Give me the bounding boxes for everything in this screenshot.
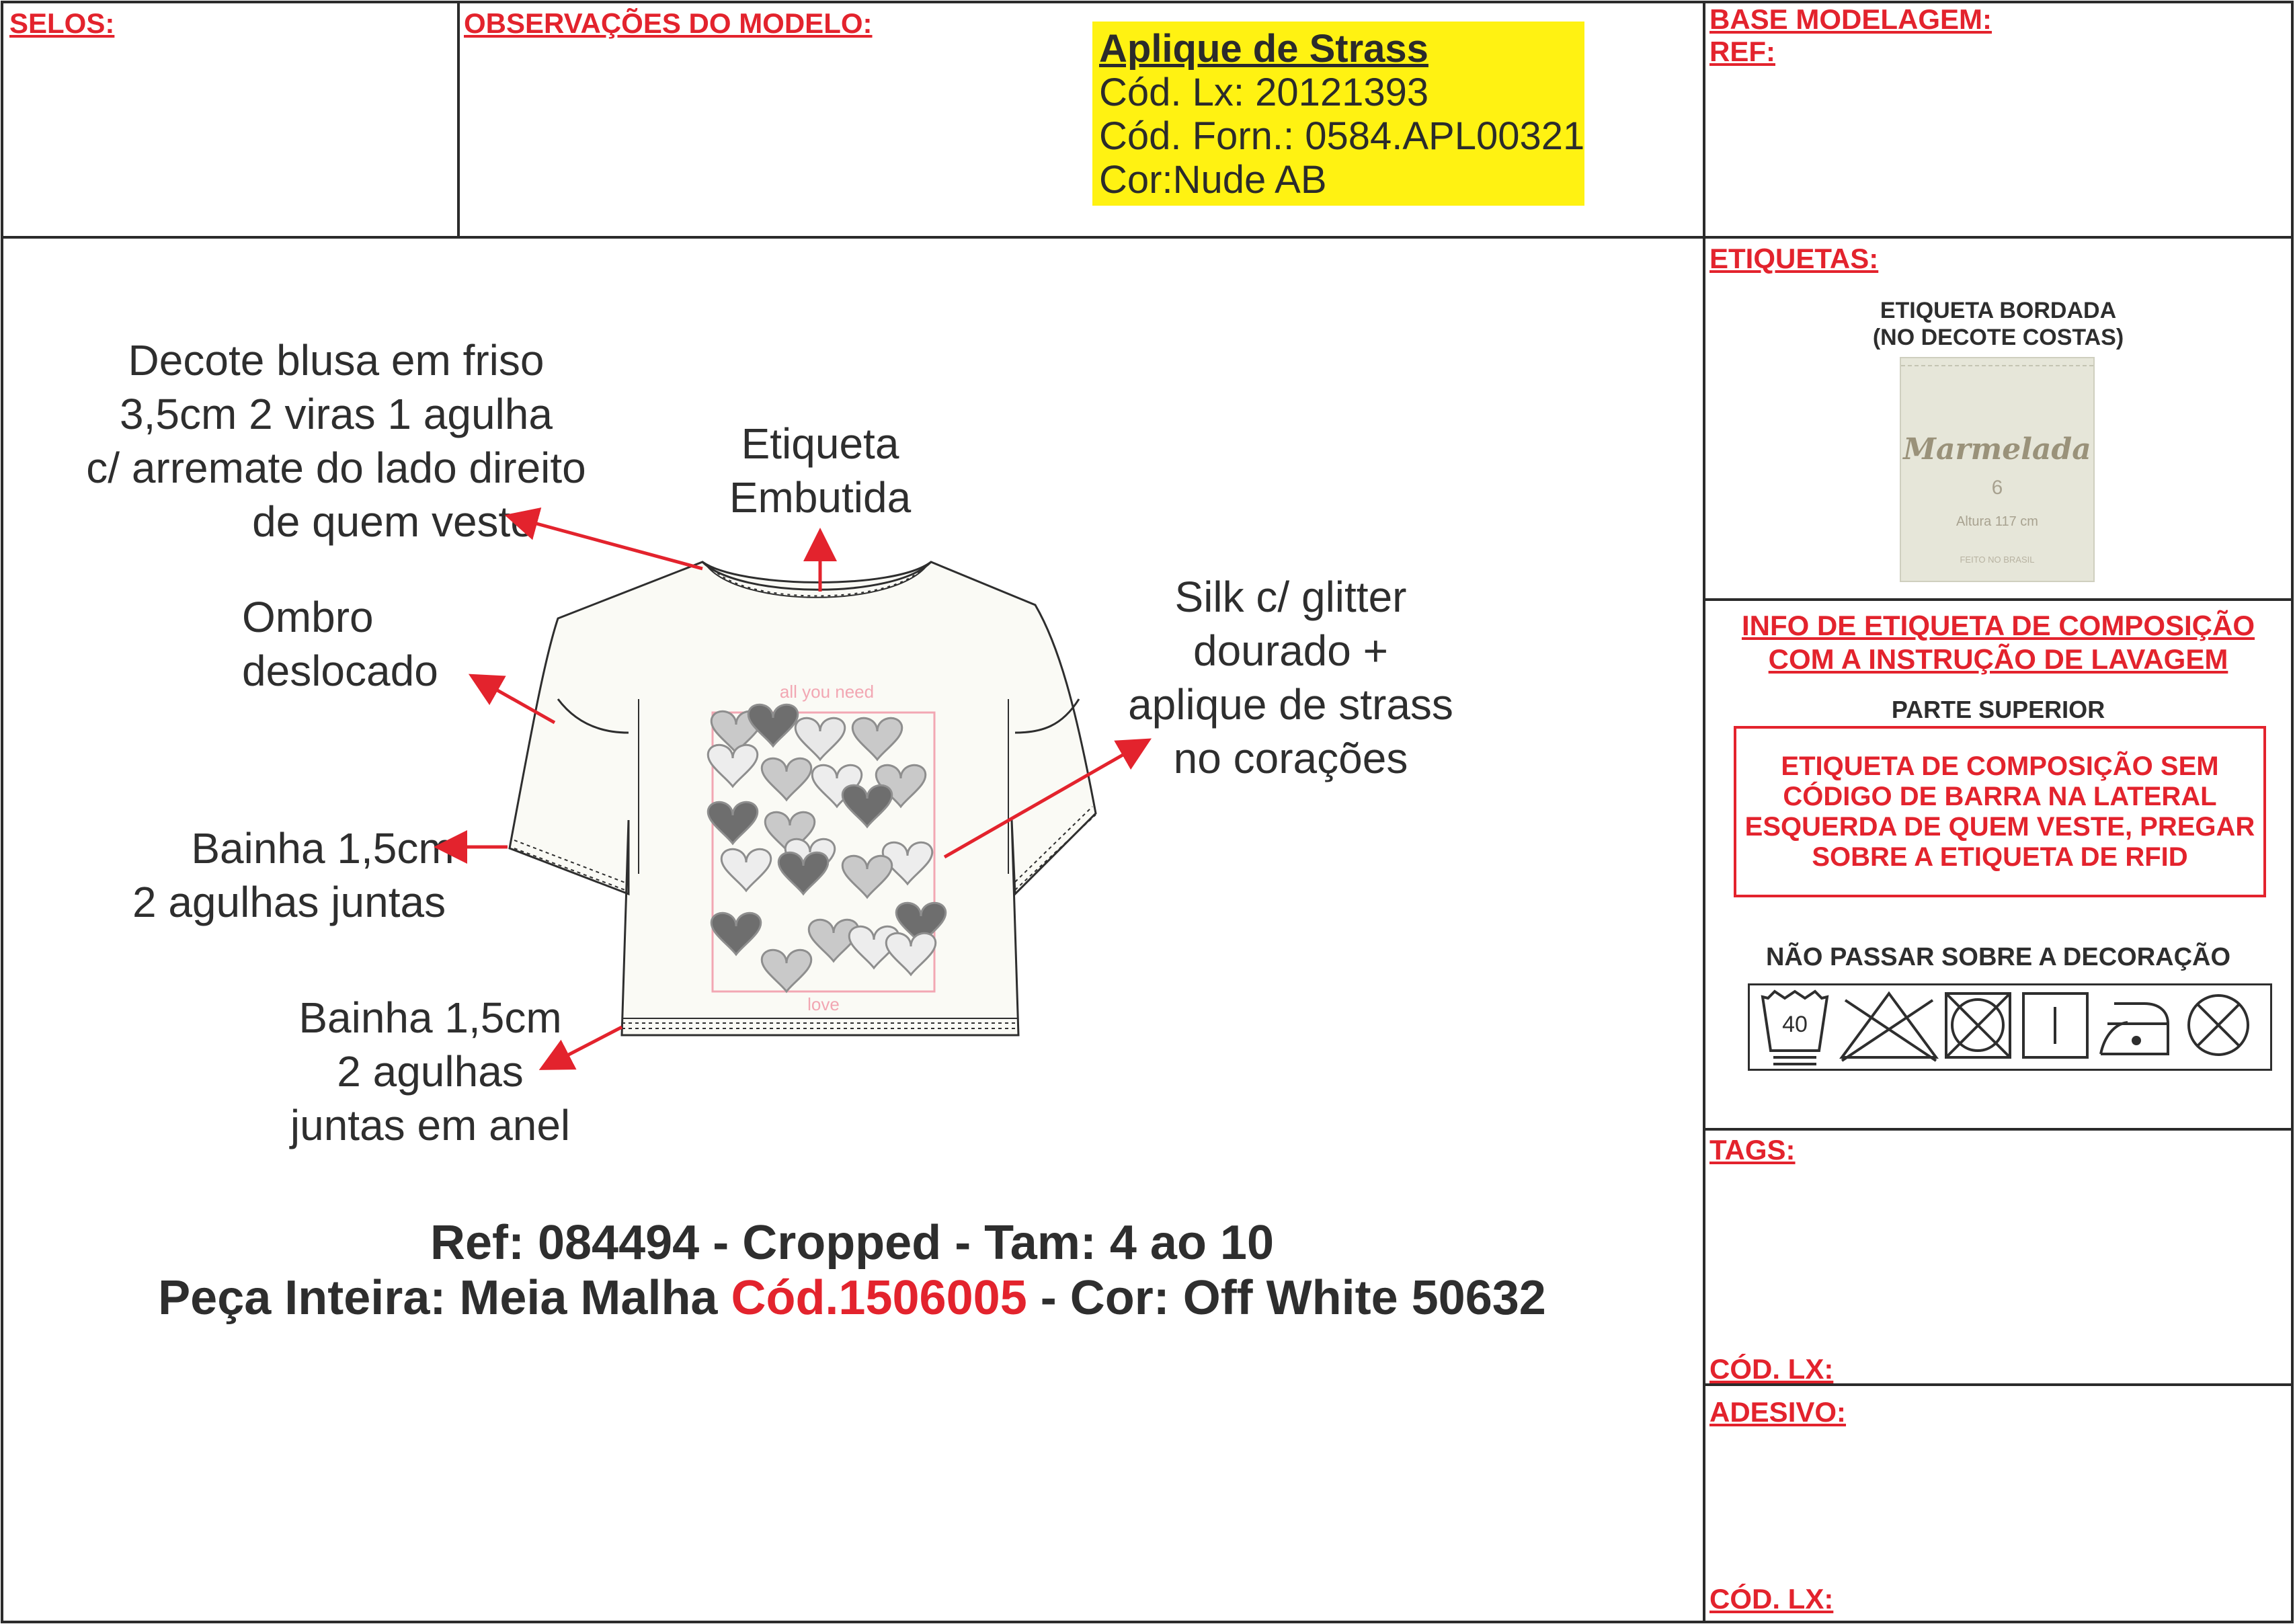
- composition-title: [1704, 609, 2292, 676]
- reference-color: - Cor: Off White 50632: [1026, 1271, 1546, 1325]
- line-dry-icon: [2023, 993, 2087, 1057]
- no-dry-clean-icon: [2189, 996, 2248, 1055]
- callout-bainha-barra-line: juntas em anel: [290, 1101, 571, 1149]
- reference-line-2: [0, 1270, 1704, 1326]
- applique-title: Aplique de Strass: [1099, 27, 1428, 71]
- print-top-text: all you need: [779, 682, 875, 702]
- etiqueta-bordada-line: (NO DECOTE COSTAS): [1872, 325, 2124, 350]
- callout-bainha-barra-line: 2 agulhas: [337, 1047, 524, 1096]
- parte-superior-label: PARTE SUPERIOR: [1891, 696, 2105, 723]
- callout-silk-line: no corações: [1173, 734, 1408, 782]
- composition-box-line: SOBRE A ETIQUETA DE RFID: [1812, 842, 2188, 872]
- no-tumble-dry-icon: [1946, 993, 2010, 1057]
- applique-cor: Cor:Nude AB: [1099, 158, 1327, 202]
- callout-bainha-manga-line: 2 agulhas juntas: [132, 878, 446, 926]
- brand-made: FEITO NO BRASIL: [1960, 555, 2035, 565]
- etiquetas-label: ETIQUETAS:: [1709, 243, 1879, 274]
- tags-label: TAGS:: [1709, 1134, 1796, 1166]
- no-bleach-icon: [1842, 993, 1936, 1061]
- brand-name: Marmelada: [1903, 432, 2091, 466]
- brand-label-image: [1900, 357, 2095, 582]
- callout-etiqueta-line: Embutida: [729, 473, 912, 522]
- cod-lx-label-1: CÓD. LX:: [1709, 1353, 1834, 1385]
- selos-label: SELOS:: [9, 7, 115, 39]
- base-modelagem-label: BASE MODELAGEM:: [1709, 3, 1992, 35]
- composition-box-line: CÓDIGO DE BARRA NA LATERAL: [1783, 782, 2217, 811]
- etiqueta-bordada-line: ETIQUETA BORDADA: [1880, 298, 2117, 323]
- ref-label: REF:: [1709, 36, 1775, 67]
- callout-bainha-manga-line: Bainha 1,5cm: [191, 824, 454, 872]
- composition-box-line: ETIQUETA DE COMPOSIÇÃO SEM: [1781, 752, 2219, 781]
- care-symbols: [1748, 983, 2272, 1071]
- reference-fabric-code: Cód.1506005: [731, 1271, 1027, 1325]
- callout-decote-line: Decote blusa em friso: [128, 336, 545, 384]
- composition-box-line: ESQUERDA DE QUEM VESTE, PREGAR: [1744, 812, 2255, 842]
- iron-low-icon: [2101, 1004, 2168, 1054]
- brand-height: Altura 117 cm: [1956, 514, 2038, 529]
- callout-bainha-barra-line: Bainha 1,5cm: [298, 993, 562, 1042]
- callout-silk-line: Silk c/ glitter: [1174, 573, 1407, 621]
- composition-title-line: INFO DE ETIQUETA DE COMPOSIÇÃO: [1741, 610, 2255, 641]
- callout-silk-line: dourado +: [1193, 626, 1389, 675]
- wash-temp: 40: [1782, 1012, 1808, 1037]
- callout-silk-line: aplique de strass: [1128, 680, 1453, 729]
- callout-ombro-line: Ombro: [242, 593, 374, 641]
- cod-lx-label-2: CÓD. LX:: [1709, 1583, 1834, 1615]
- composition-title-line: COM A INSTRUÇÃO DE LAVAGEM: [1768, 643, 2228, 675]
- callout-etiqueta-line: Etiqueta: [741, 419, 899, 468]
- wash-40-icon: [1763, 991, 1827, 1064]
- callout-decote-line: c/ arremate do lado direito: [86, 444, 586, 492]
- applique-cod-lx: Cód. Lx: 20121393: [1099, 71, 1429, 114]
- print-bottom-text: love: [807, 994, 840, 1014]
- reference-fabric: Peça Inteira: Meia Malha: [158, 1271, 731, 1325]
- callout-ombro-line: deslocado: [242, 647, 438, 695]
- no-iron-warning: NÃO PASSAR SOBRE A DECORAÇÃO: [1765, 943, 2231, 971]
- brand-size: 6: [1991, 477, 2003, 499]
- applique-cod-forn: Cód. Forn.: 0584.APL00321: [1099, 114, 1585, 158]
- composition-instruction-box: [1734, 726, 2266, 897]
- adesivo-label: ADESIVO:: [1709, 1396, 1847, 1428]
- reference-line-1: Ref: 084494 - Cropped - Tam: 4 ao 10: [430, 1216, 1275, 1270]
- callout-decote-line: 3,5cm 2 viras 1 agulha: [120, 390, 553, 438]
- callout-decote-line: de quem veste: [252, 497, 534, 546]
- etiqueta-bordada-title: [1704, 297, 2292, 351]
- observacoes-label: OBSERVAÇÕES DO MODELO:: [464, 7, 873, 39]
